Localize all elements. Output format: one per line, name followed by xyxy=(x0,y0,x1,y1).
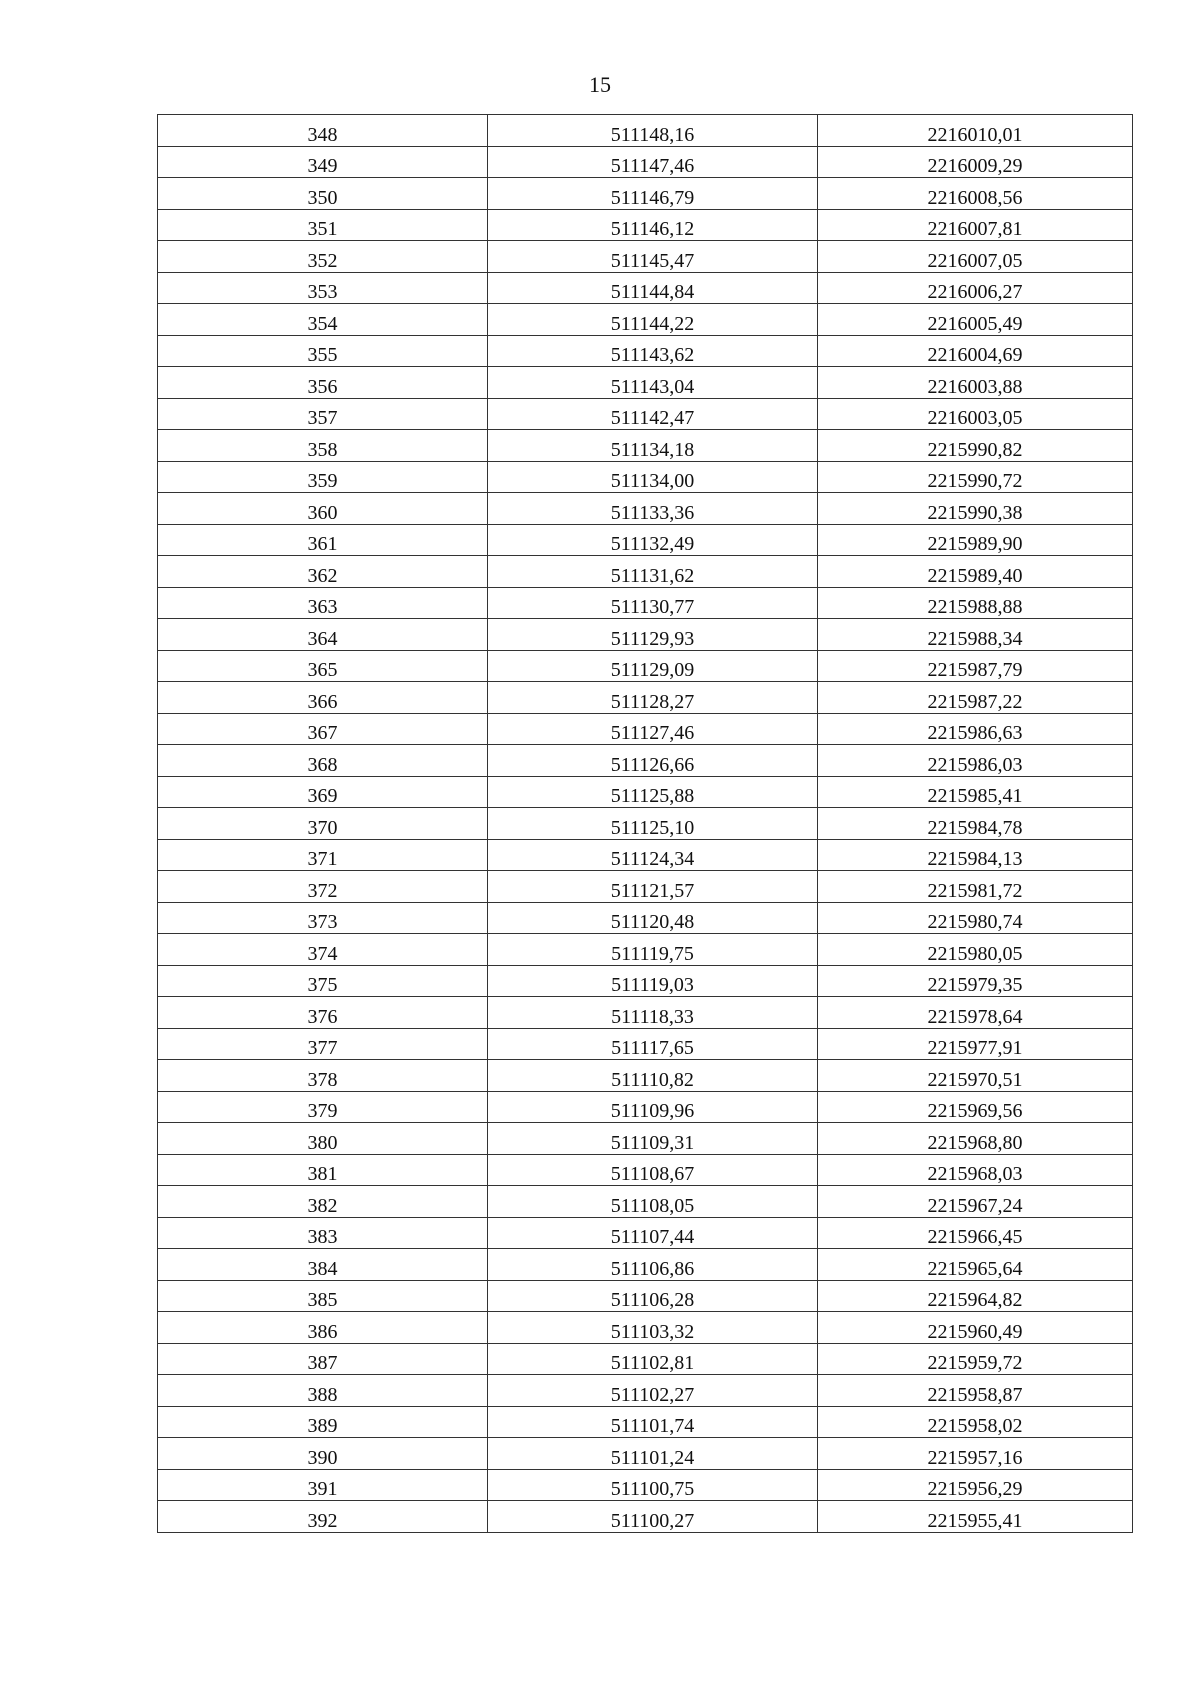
y-coordinate-cell: 2215985,41 xyxy=(818,776,1133,808)
point-number-cell: 370 xyxy=(158,808,488,840)
point-number-cell: 373 xyxy=(158,902,488,934)
page-number: 15 xyxy=(589,72,611,97)
x-coordinate-cell: 511120,48 xyxy=(488,902,818,934)
point-number-cell: 376 xyxy=(158,997,488,1029)
point-number-cell: 350 xyxy=(158,178,488,210)
y-coordinate-cell: 2216005,49 xyxy=(818,304,1133,336)
x-coordinate-cell: 511134,18 xyxy=(488,430,818,462)
table-row xyxy=(158,1028,1133,1060)
y-coordinate-cell: 2215990,82 xyxy=(818,430,1133,462)
table-row xyxy=(158,304,1133,336)
x-coordinate-cell: 511107,44 xyxy=(488,1217,818,1249)
point-number-cell: 357 xyxy=(158,398,488,430)
point-number-cell: 383 xyxy=(158,1217,488,1249)
x-coordinate-cell: 511129,93 xyxy=(488,619,818,651)
table-row xyxy=(158,871,1133,903)
x-coordinate-cell: 511110,82 xyxy=(488,1060,818,1092)
point-number-cell: 375 xyxy=(158,965,488,997)
x-coordinate-cell: 511106,86 xyxy=(488,1249,818,1281)
x-coordinate-cell: 511147,46 xyxy=(488,146,818,178)
y-coordinate-cell: 2215978,64 xyxy=(818,997,1133,1029)
x-coordinate-cell: 511143,04 xyxy=(488,367,818,399)
y-coordinate-cell: 2215968,80 xyxy=(818,1123,1133,1155)
x-coordinate-cell: 511144,84 xyxy=(488,272,818,304)
y-coordinate-cell: 2215959,72 xyxy=(818,1343,1133,1375)
point-number-cell: 355 xyxy=(158,335,488,367)
table-row xyxy=(158,934,1133,966)
x-coordinate-cell: 511119,03 xyxy=(488,965,818,997)
x-coordinate-cell: 511148,16 xyxy=(488,115,818,147)
x-coordinate-cell: 511117,65 xyxy=(488,1028,818,1060)
table-row xyxy=(158,997,1133,1029)
point-number-cell: 356 xyxy=(158,367,488,399)
y-coordinate-cell: 2216004,69 xyxy=(818,335,1133,367)
coordinates-table-body xyxy=(158,115,1133,1533)
y-coordinate-cell: 2215987,22 xyxy=(818,682,1133,714)
table-row xyxy=(158,398,1133,430)
y-coordinate-cell: 2215960,49 xyxy=(818,1312,1133,1344)
table-row xyxy=(158,209,1133,241)
x-coordinate-cell: 511101,24 xyxy=(488,1438,818,1470)
point-number-cell: 348 xyxy=(158,115,488,147)
point-number-cell: 361 xyxy=(158,524,488,556)
y-coordinate-cell: 2215986,03 xyxy=(818,745,1133,777)
point-number-cell: 374 xyxy=(158,934,488,966)
table-row xyxy=(158,461,1133,493)
table-row xyxy=(158,965,1133,997)
point-number-cell: 381 xyxy=(158,1154,488,1186)
point-number-cell: 392 xyxy=(158,1501,488,1533)
y-coordinate-cell: 2215957,16 xyxy=(818,1438,1133,1470)
y-coordinate-cell: 2215969,56 xyxy=(818,1091,1133,1123)
table-row xyxy=(158,178,1133,210)
table-row xyxy=(158,1123,1133,1155)
table-row xyxy=(158,1501,1133,1533)
y-coordinate-cell: 2216007,05 xyxy=(818,241,1133,273)
point-number-cell: 378 xyxy=(158,1060,488,1092)
point-number-cell: 391 xyxy=(158,1469,488,1501)
point-number-cell: 351 xyxy=(158,209,488,241)
table-row xyxy=(158,430,1133,462)
x-coordinate-cell: 511108,05 xyxy=(488,1186,818,1218)
table-row xyxy=(158,556,1133,588)
y-coordinate-cell: 2215989,90 xyxy=(818,524,1133,556)
table-row xyxy=(158,1312,1133,1344)
table-row xyxy=(158,1060,1133,1092)
coordinates-table xyxy=(157,114,1133,1533)
y-coordinate-cell: 2215980,05 xyxy=(818,934,1133,966)
y-coordinate-cell: 2215979,35 xyxy=(818,965,1133,997)
y-coordinate-cell: 2215965,64 xyxy=(818,1249,1133,1281)
x-coordinate-cell: 511129,09 xyxy=(488,650,818,682)
x-coordinate-cell: 511100,75 xyxy=(488,1469,818,1501)
table-row xyxy=(158,367,1133,399)
point-number-cell: 358 xyxy=(158,430,488,462)
point-number-cell: 367 xyxy=(158,713,488,745)
table-row xyxy=(158,839,1133,871)
point-number-cell: 363 xyxy=(158,587,488,619)
x-coordinate-cell: 511119,75 xyxy=(488,934,818,966)
table-row xyxy=(158,1375,1133,1407)
y-coordinate-cell: 2215987,79 xyxy=(818,650,1133,682)
point-number-cell: 386 xyxy=(158,1312,488,1344)
table-row xyxy=(158,808,1133,840)
table-row xyxy=(158,1469,1133,1501)
point-number-cell: 372 xyxy=(158,871,488,903)
x-coordinate-cell: 511102,81 xyxy=(488,1343,818,1375)
y-coordinate-cell: 2216003,05 xyxy=(818,398,1133,430)
x-coordinate-cell: 511121,57 xyxy=(488,871,818,903)
table-row xyxy=(158,524,1133,556)
x-coordinate-cell: 511109,31 xyxy=(488,1123,818,1155)
x-coordinate-cell: 511118,33 xyxy=(488,997,818,1029)
x-coordinate-cell: 511125,88 xyxy=(488,776,818,808)
y-coordinate-cell: 2215981,72 xyxy=(818,871,1133,903)
x-coordinate-cell: 511132,49 xyxy=(488,524,818,556)
y-coordinate-cell: 2216008,56 xyxy=(818,178,1133,210)
y-coordinate-cell: 2215988,34 xyxy=(818,619,1133,651)
y-coordinate-cell: 2215984,13 xyxy=(818,839,1133,871)
point-number-cell: 349 xyxy=(158,146,488,178)
point-number-cell: 388 xyxy=(158,1375,488,1407)
point-number-cell: 359 xyxy=(158,461,488,493)
x-coordinate-cell: 511124,34 xyxy=(488,839,818,871)
x-coordinate-cell: 511145,47 xyxy=(488,241,818,273)
x-coordinate-cell: 511142,47 xyxy=(488,398,818,430)
table-row xyxy=(158,587,1133,619)
y-coordinate-cell: 2215955,41 xyxy=(818,1501,1133,1533)
table-row xyxy=(158,115,1133,147)
table-row xyxy=(158,650,1133,682)
y-coordinate-cell: 2215989,40 xyxy=(818,556,1133,588)
y-coordinate-cell: 2215958,87 xyxy=(818,1375,1133,1407)
point-number-cell: 371 xyxy=(158,839,488,871)
y-coordinate-cell: 2216003,88 xyxy=(818,367,1133,399)
y-coordinate-cell: 2215977,91 xyxy=(818,1028,1133,1060)
table-row xyxy=(158,241,1133,273)
point-number-cell: 365 xyxy=(158,650,488,682)
x-coordinate-cell: 511128,27 xyxy=(488,682,818,714)
x-coordinate-cell: 511133,36 xyxy=(488,493,818,525)
x-coordinate-cell: 511100,27 xyxy=(488,1501,818,1533)
point-number-cell: 380 xyxy=(158,1123,488,1155)
y-coordinate-cell: 2215970,51 xyxy=(818,1060,1133,1092)
x-coordinate-cell: 511106,28 xyxy=(488,1280,818,1312)
table-row xyxy=(158,1406,1133,1438)
point-number-cell: 390 xyxy=(158,1438,488,1470)
y-coordinate-cell: 2215990,38 xyxy=(818,493,1133,525)
x-coordinate-cell: 511146,79 xyxy=(488,178,818,210)
point-number-cell: 369 xyxy=(158,776,488,808)
x-coordinate-cell: 511101,74 xyxy=(488,1406,818,1438)
y-coordinate-cell: 2216009,29 xyxy=(818,146,1133,178)
point-number-cell: 384 xyxy=(158,1249,488,1281)
table-row xyxy=(158,682,1133,714)
point-number-cell: 385 xyxy=(158,1280,488,1312)
point-number-cell: 379 xyxy=(158,1091,488,1123)
y-coordinate-cell: 2215968,03 xyxy=(818,1154,1133,1186)
y-coordinate-cell: 2215984,78 xyxy=(818,808,1133,840)
point-number-cell: 354 xyxy=(158,304,488,336)
point-number-cell: 366 xyxy=(158,682,488,714)
x-coordinate-cell: 511131,62 xyxy=(488,556,818,588)
point-number-cell: 353 xyxy=(158,272,488,304)
table-row xyxy=(158,335,1133,367)
y-coordinate-cell: 2215958,02 xyxy=(818,1406,1133,1438)
y-coordinate-cell: 2216007,81 xyxy=(818,209,1133,241)
y-coordinate-cell: 2216006,27 xyxy=(818,272,1133,304)
x-coordinate-cell: 511143,62 xyxy=(488,335,818,367)
point-number-cell: 352 xyxy=(158,241,488,273)
x-coordinate-cell: 511126,66 xyxy=(488,745,818,777)
table-row xyxy=(158,1438,1133,1470)
x-coordinate-cell: 511103,32 xyxy=(488,1312,818,1344)
table-row xyxy=(158,272,1133,304)
table-row xyxy=(158,776,1133,808)
table-row xyxy=(158,1186,1133,1218)
x-coordinate-cell: 511130,77 xyxy=(488,587,818,619)
y-coordinate-cell: 2216010,01 xyxy=(818,115,1133,147)
table-row xyxy=(158,713,1133,745)
table-row xyxy=(158,1280,1133,1312)
point-number-cell: 360 xyxy=(158,493,488,525)
point-number-cell: 389 xyxy=(158,1406,488,1438)
table-row xyxy=(158,493,1133,525)
x-coordinate-cell: 511125,10 xyxy=(488,808,818,840)
table-row xyxy=(158,146,1133,178)
y-coordinate-cell: 2215988,88 xyxy=(818,587,1133,619)
x-coordinate-cell: 511109,96 xyxy=(488,1091,818,1123)
x-coordinate-cell: 511144,22 xyxy=(488,304,818,336)
x-coordinate-cell: 511108,67 xyxy=(488,1154,818,1186)
y-coordinate-cell: 2215990,72 xyxy=(818,461,1133,493)
point-number-cell: 362 xyxy=(158,556,488,588)
y-coordinate-cell: 2215964,82 xyxy=(818,1280,1133,1312)
point-number-cell: 364 xyxy=(158,619,488,651)
x-coordinate-cell: 511134,00 xyxy=(488,461,818,493)
y-coordinate-cell: 2215986,63 xyxy=(818,713,1133,745)
point-number-cell: 377 xyxy=(158,1028,488,1060)
table-row xyxy=(158,745,1133,777)
table-row xyxy=(158,1343,1133,1375)
x-coordinate-cell: 511146,12 xyxy=(488,209,818,241)
table-row xyxy=(158,902,1133,934)
point-number-cell: 382 xyxy=(158,1186,488,1218)
x-coordinate-cell: 511102,27 xyxy=(488,1375,818,1407)
table-row xyxy=(158,619,1133,651)
table-row xyxy=(158,1249,1133,1281)
table-row xyxy=(158,1154,1133,1186)
y-coordinate-cell: 2215956,29 xyxy=(818,1469,1133,1501)
point-number-cell: 387 xyxy=(158,1343,488,1375)
y-coordinate-cell: 2215980,74 xyxy=(818,902,1133,934)
table-row xyxy=(158,1217,1133,1249)
y-coordinate-cell: 2215966,45 xyxy=(818,1217,1133,1249)
y-coordinate-cell: 2215967,24 xyxy=(818,1186,1133,1218)
x-coordinate-cell: 511127,46 xyxy=(488,713,818,745)
point-number-cell: 368 xyxy=(158,745,488,777)
table-row xyxy=(158,1091,1133,1123)
